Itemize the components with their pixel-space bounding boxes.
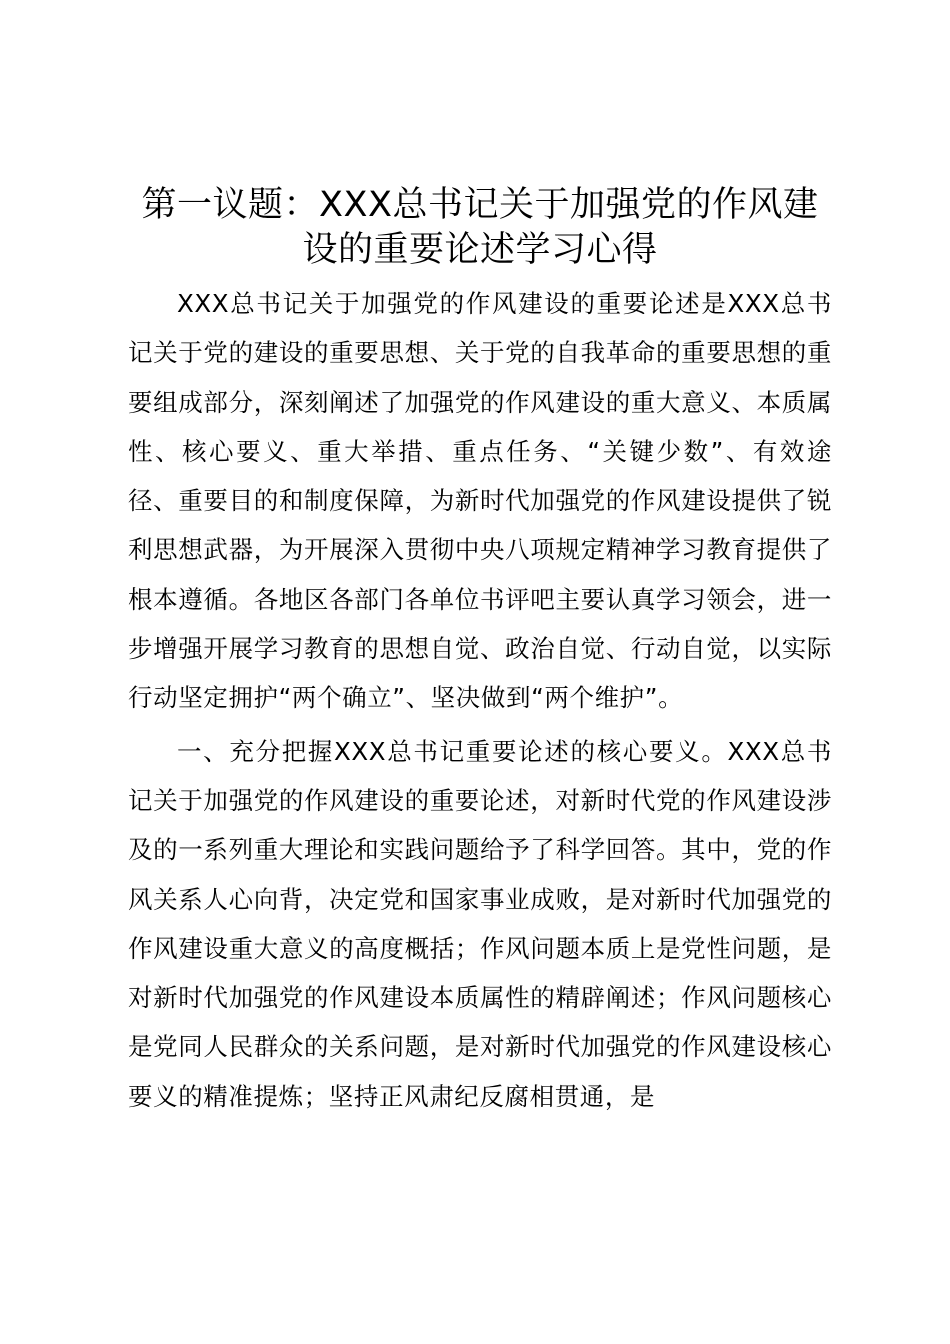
- title-line-1: 第一议题：XXX总书记关于加强党的作风建: [141, 185, 819, 225]
- title-line-2: 设的重要论述学习心得: [302, 230, 658, 270]
- body-paragraph-intro: XXX总书记关于加强党的作风建设的重要论述是XXX总书记关于党的建设的重要思想、关于党的自我革命的重要思想的重要组成部分，深刻阐述了加强党的作风建设的重大意义、本质属性、核心要义、重大举措、重点任务、“关键少数”、有效途径、重要目的和制度保障，为新时代加强党的作风建设提供了锐利思想武器，为开展深入贯彻中央八项规定精神学习教育提供了根本遵循。各地区各部门各单位书评吧主要认真学习领会，进一步增强开展学习教育的思想自觉、政治自觉、行动自觉，以实际行动坚定拥护“两个确立”、坚决做到“两个维护”。: [128, 289, 832, 713]
- body-paragraph-section-one: 一、充分把握XXX总书记重要论述的核心要义。XXX总书记关于加强党的作风建设的重要论述，对新时代党的作风建设涉及的一系列重大理论和实践问题给予了科学回答。其中，党的作风关系人心向背，决定党和国家事业成败，是对新时代加强党的作风建设重大意义的高度概括；作风问题本质上是党性问题，是对新时代加强党的作风建设本质属性的精辟阐述；作风问题核心是党同人民群众的关系问题，是对新时代加强党的作风建设核心要义的精准提炼；坚持正风肃纪反腐相贯通，是: [128, 736, 832, 1111]
- document-title: [128, 183, 832, 273]
